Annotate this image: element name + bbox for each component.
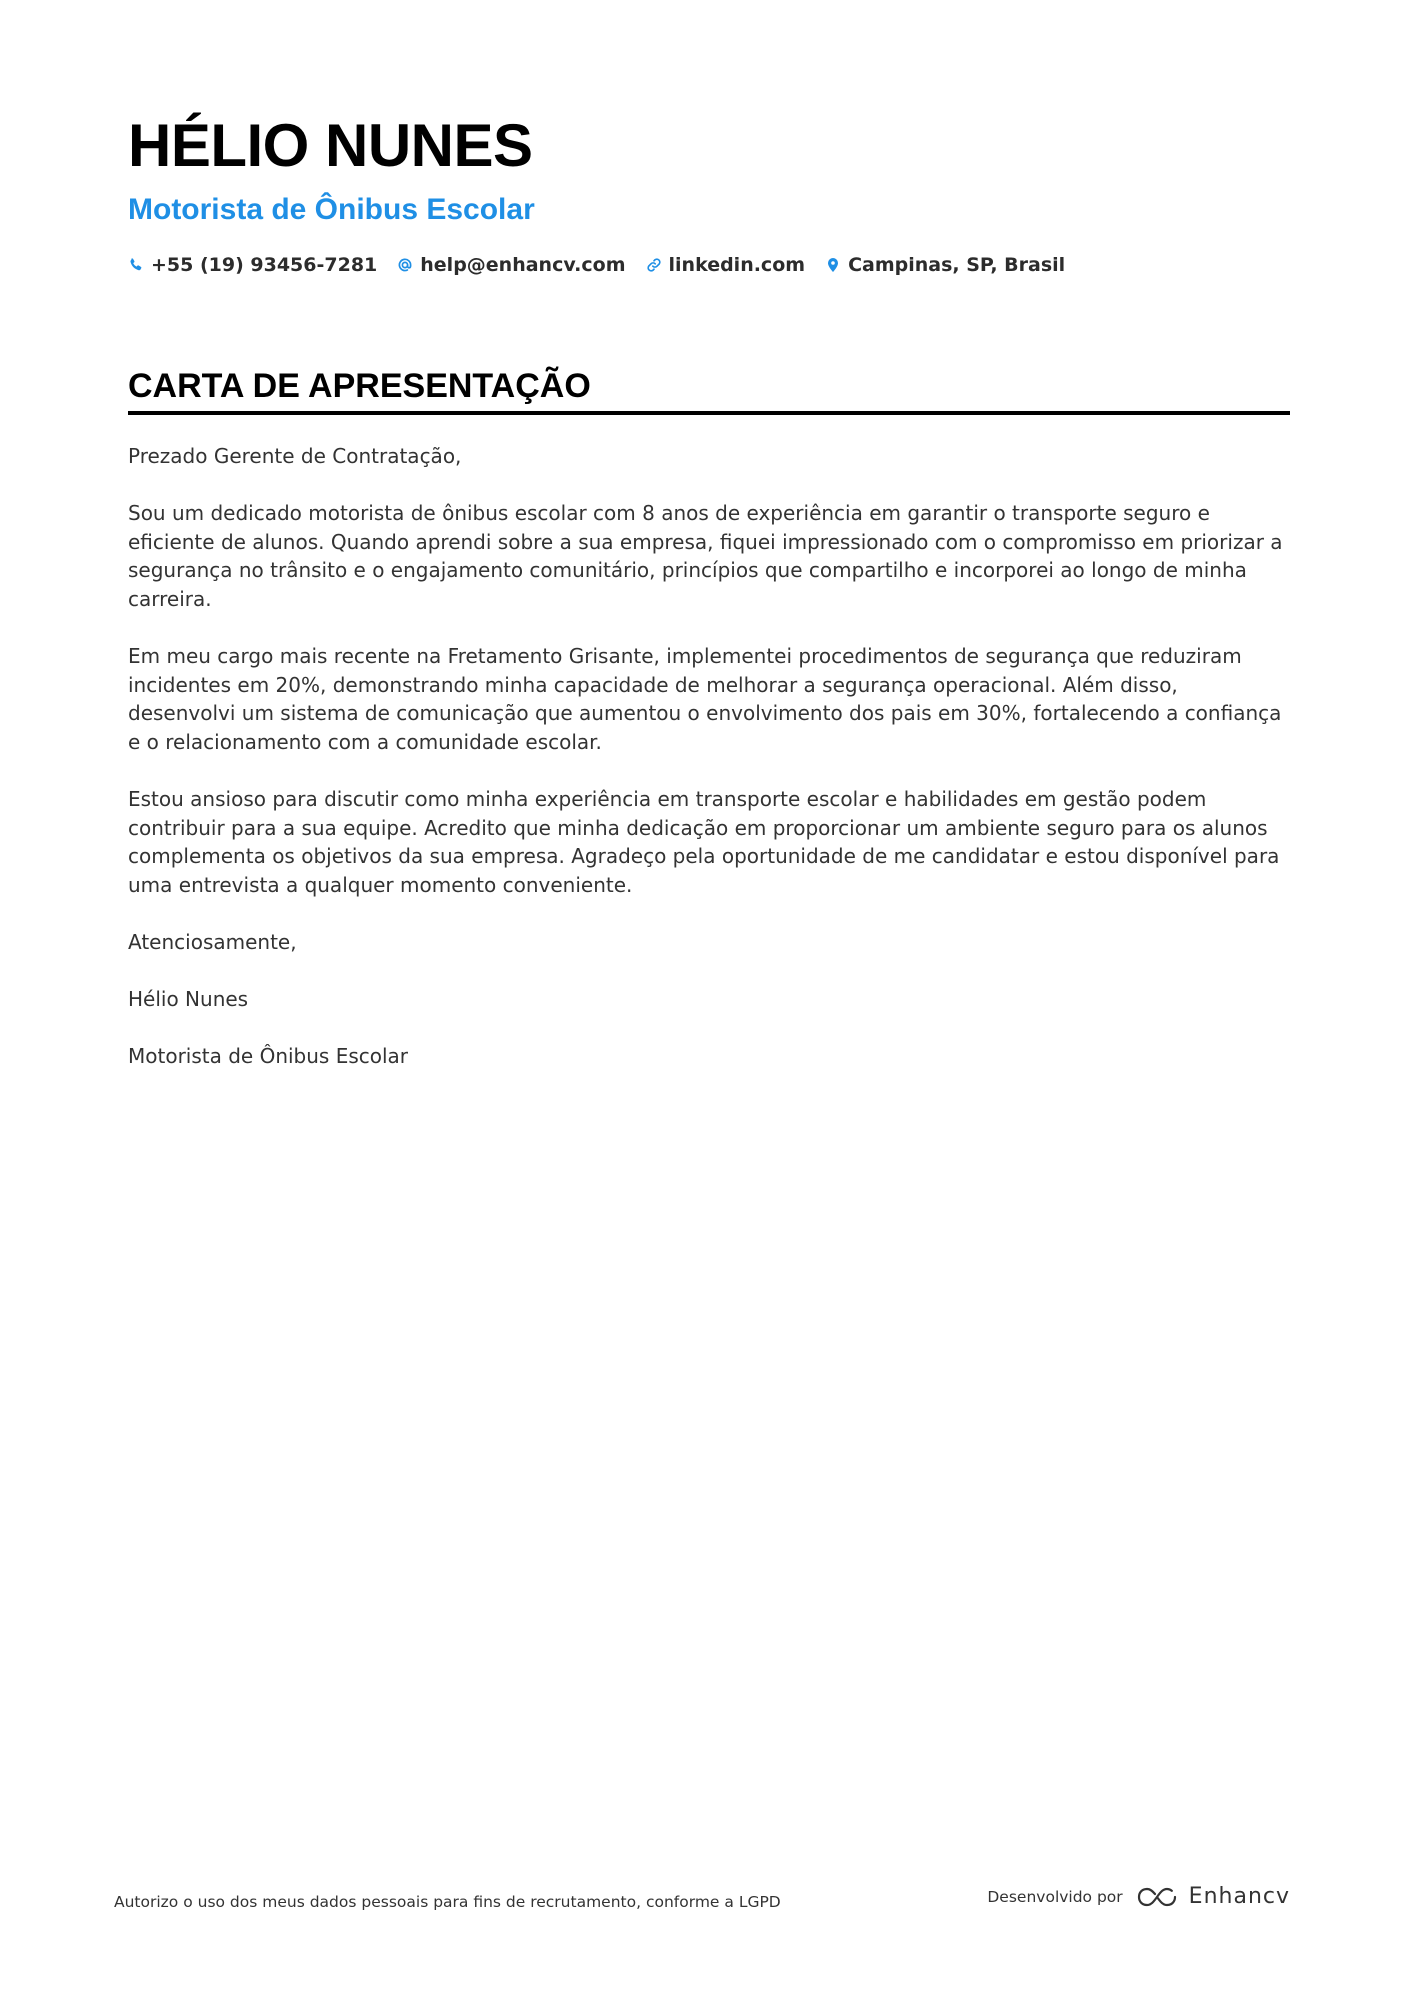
powered-by[interactable] xyxy=(987,1884,1290,1909)
brand-logo[interactable] xyxy=(1135,1884,1290,1909)
section-divider xyxy=(128,411,1290,415)
letter-body xyxy=(128,442,1288,1100)
phone-number: +55 (19) 93456-7281 xyxy=(151,254,378,276)
letter-paragraph: Estou ansioso para discutir como minha experiência em transporte escolar e habilidades em gestão podem contribuir para a sua equipe. Acredito que minha dedicação em proporcionar um ambiente seguro para os alunos complementa os objetivos da sua empresa. Agradeço pela oportunidade de me candidatar e estou disponível para uma entrevista a qualquer momento conveniente. xyxy=(128,787,1280,897)
at-icon xyxy=(397,257,413,273)
location-pin-icon xyxy=(825,257,841,273)
signature-title: Motorista de Ônibus Escolar xyxy=(128,1044,409,1069)
letter-closing: Atenciosamente, xyxy=(128,930,297,955)
letter-paragraph: Em meu cargo mais recente na Fretamento Grisante, implementei procedimentos de segurança que reduziram incidentes em 20%, demonstrando minha capacidade de melhorar a segurança operacional. Além disso, desenvolvi um sistema de comunicação que aumentou o envolvimento dos pais em 30%, fortalecendo a confiança e o relacionamento com a comunidade escolar. xyxy=(128,644,1282,754)
link-icon xyxy=(646,257,662,273)
contact-bar xyxy=(128,254,1065,276)
location-text: Campinas, SP, Brasil xyxy=(848,254,1066,276)
letter-paragraph: Sou um dedicado motorista de ônibus escolar com 8 anos de experiência em garantir o transporte seguro e eficiente de alunos. Quando aprendi sobre a sua empresa, fiquei impressionado com o compromisso em priorizar a segurança no trânsito e o engajamento comunitário, princípios que compartilho e incorporei ao longo de minha carreira. xyxy=(128,501,1283,611)
applicant-title: Motorista de Ônibus Escolar xyxy=(128,193,535,226)
section-heading: CARTA DE APRESENTAÇÃO xyxy=(128,367,591,405)
enhancv-logo-icon xyxy=(1135,1885,1179,1909)
applicant-name: HÉLIO NUNES xyxy=(128,112,533,179)
contact-email[interactable] xyxy=(397,254,625,276)
powered-by-label: Desenvolvido por xyxy=(987,1887,1123,1906)
contact-phone xyxy=(128,254,377,276)
letter-greeting: Prezado Gerente de Contratação, xyxy=(128,444,462,468)
consent-note: Autorizo o uso dos meus dados pessoais para fins de recrutamento, conforme a LGPD xyxy=(114,1893,781,1911)
contact-linkedin[interactable] xyxy=(646,254,806,276)
email-link[interactable]: help@enhancv.com xyxy=(420,254,626,276)
phone-icon xyxy=(128,257,144,273)
contact-location xyxy=(825,254,1065,276)
brand-name: Enhancv xyxy=(1188,1884,1290,1909)
signature-name: Hélio Nunes xyxy=(128,987,249,1012)
linkedin-link[interactable]: linkedin.com xyxy=(668,254,806,276)
